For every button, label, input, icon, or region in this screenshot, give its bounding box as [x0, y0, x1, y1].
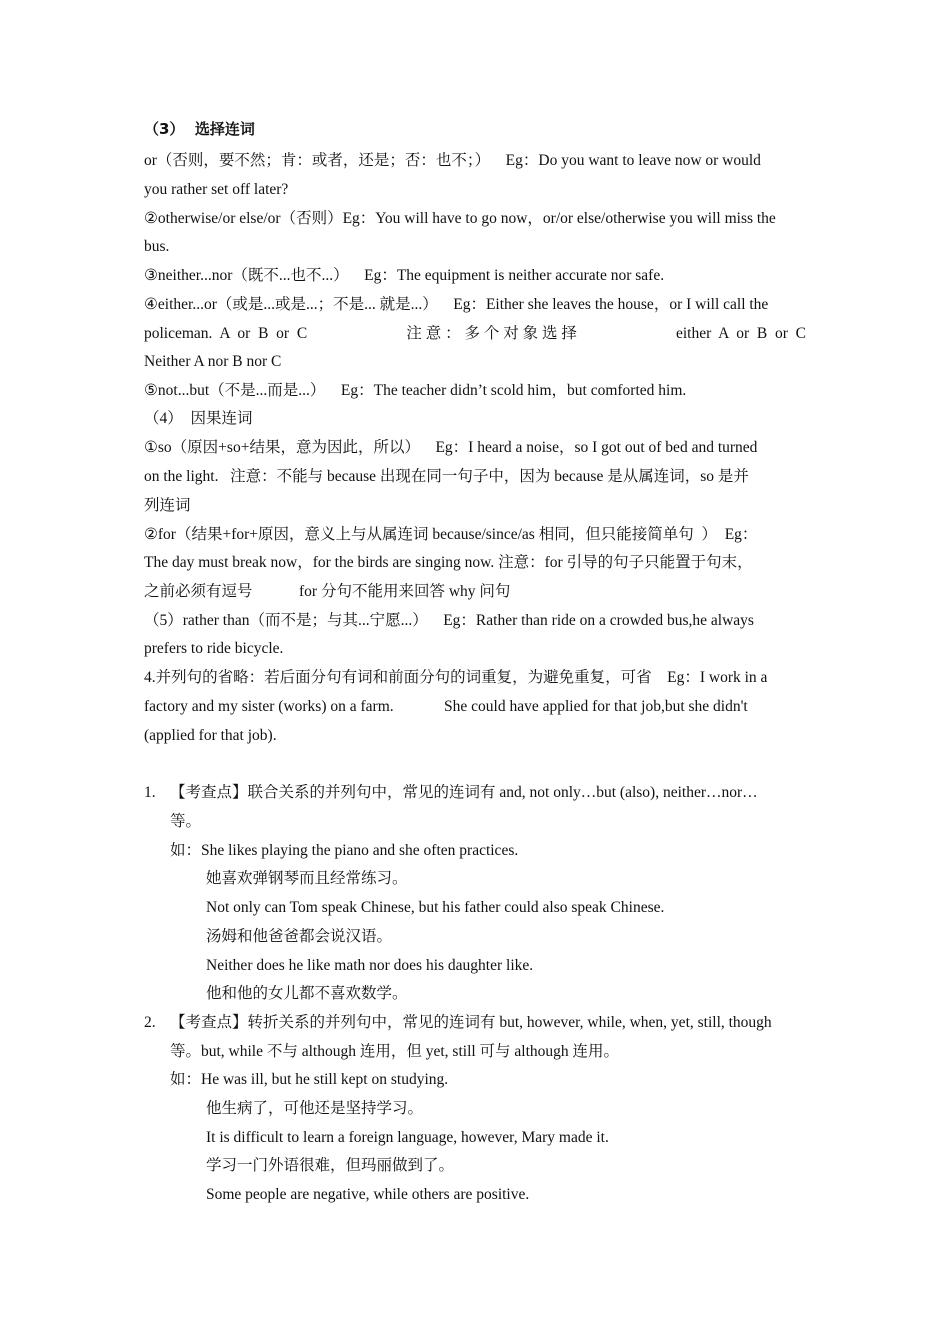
so-line: ①so（原因+so+结果，意为因此，所以） Eg：I heard a noise，so I got out of bed and turned	[144, 439, 758, 456]
section4-title: （4） 因果连词	[144, 410, 253, 427]
neither-nor-line: ③neither...nor（既不...也不...） Eg：The equipment is neither accurate nor safe.	[144, 267, 665, 284]
ellipsis-line: 4.并列句的省略：若后面分句有词和前面分句的词重复，为避免重复，可省 Eg：I work in a	[144, 669, 768, 686]
point1-example-en3: Neither does he like math nor does his daughter like.	[206, 957, 534, 974]
note-multiple-choice: 注 意 ： 多 个 对 象 选 择	[406, 325, 577, 342]
point1-example-en2: Not only can Tom speak Chinese, but his father could also speak Chinese.	[206, 899, 665, 916]
point2-text: 【考查点】转折关系的并列句中，常见的连词有 but, however, while, when, yet, still, though	[170, 1014, 772, 1031]
point1-number: 1.	[144, 784, 156, 801]
for-note-line: 之前必须有逗号 for 分句不能用来回答 why 问句	[144, 583, 511, 600]
point1-text: 【考查点】联合关系的并列句中，常见的连词有 and, not only…but (also), neither…nor…	[170, 784, 758, 801]
point2-example-en2: It is difficult to learn a foreign language, however, Mary made it.	[206, 1129, 609, 1146]
rather-than-cont: prefers to ride bicycle.	[144, 640, 284, 657]
neither-multi-line: Neither A nor B nor C	[144, 353, 282, 370]
either-or-line: ④either...or（或是...或是...；不是... 就是...） Eg：Either she leaves the house，or I will call the	[144, 296, 769, 313]
so-note-cont: 列连词	[144, 497, 191, 514]
either-or-multi: either A or B or C	[675, 325, 806, 342]
or-line-cont: you rather set off later?	[144, 181, 289, 198]
otherwise-line: ②otherwise/or else/or（否则）Eg：You will have to go now，or/or else/otherwise you will miss the	[144, 210, 776, 227]
for-line: ②for（结果+for+原因，意义上与从属连词 because/since/as 相同，但只能接简单句 ） Eg：	[144, 526, 758, 543]
point1-example-cn3: 他和他的女儿都不喜欢数学。	[206, 985, 408, 1002]
section3-title: （3） 选择连词	[144, 120, 255, 138]
for-example-line: The day must break now，for the birds are singing now. 注意：for 引导的句子只能置于句末，	[144, 554, 753, 571]
either-or-note-line	[144, 320, 806, 349]
either-or-example: policeman. A or B or C	[144, 325, 308, 342]
point2-text-cont: 等。but, while 不与 although 连用，但 yet, still 可与 although 连用。	[170, 1043, 620, 1060]
otherwise-line-cont: bus.	[144, 238, 170, 255]
point1-example: 如：She likes playing the piano and she often practices.	[170, 842, 519, 859]
so-note-line: on the light. 注意：不能与 because 出现在同一句子中，因为 because 是从属连词，so 是并	[144, 468, 749, 485]
not-but-line: ⑤not...but（不是...而是...） Eg：The teacher didn’t scold him，but comforted him.	[144, 382, 687, 399]
point2-example: 如：He was ill, but he still kept on studying.	[170, 1071, 449, 1088]
point1-text-cont: 等。	[170, 813, 202, 830]
point2-number: 2.	[144, 1014, 156, 1031]
point2-example-cn2: 学习一门外语很难，但玛丽做到了。	[206, 1157, 455, 1174]
point1-example-cn2: 汤姆和他爸爸都会说汉语。	[206, 928, 393, 945]
or-line: or（否则，要不然；肯：或者，还是；否：也不；） Eg：Do you want to leave now or would	[144, 152, 761, 169]
ellipsis-example-cont: (applied for that job).	[144, 727, 277, 744]
point1-example-cn1: 她喜欢弹钢琴而且经常练习。	[206, 870, 408, 887]
ellipsis-example-line: factory and my sister (works) on a farm. She could have applied for that job,but she didn't	[144, 698, 748, 715]
point2-example-cn1: 他生病了，可他还是坚持学习。	[206, 1100, 424, 1117]
rather-than-line: （5）rather than（而不是；与其...宁愿...） Eg：Rather than ride on a crowded bus,he always	[144, 612, 754, 629]
point2-example-en3: Some people are negative, while others are positive.	[206, 1186, 530, 1203]
